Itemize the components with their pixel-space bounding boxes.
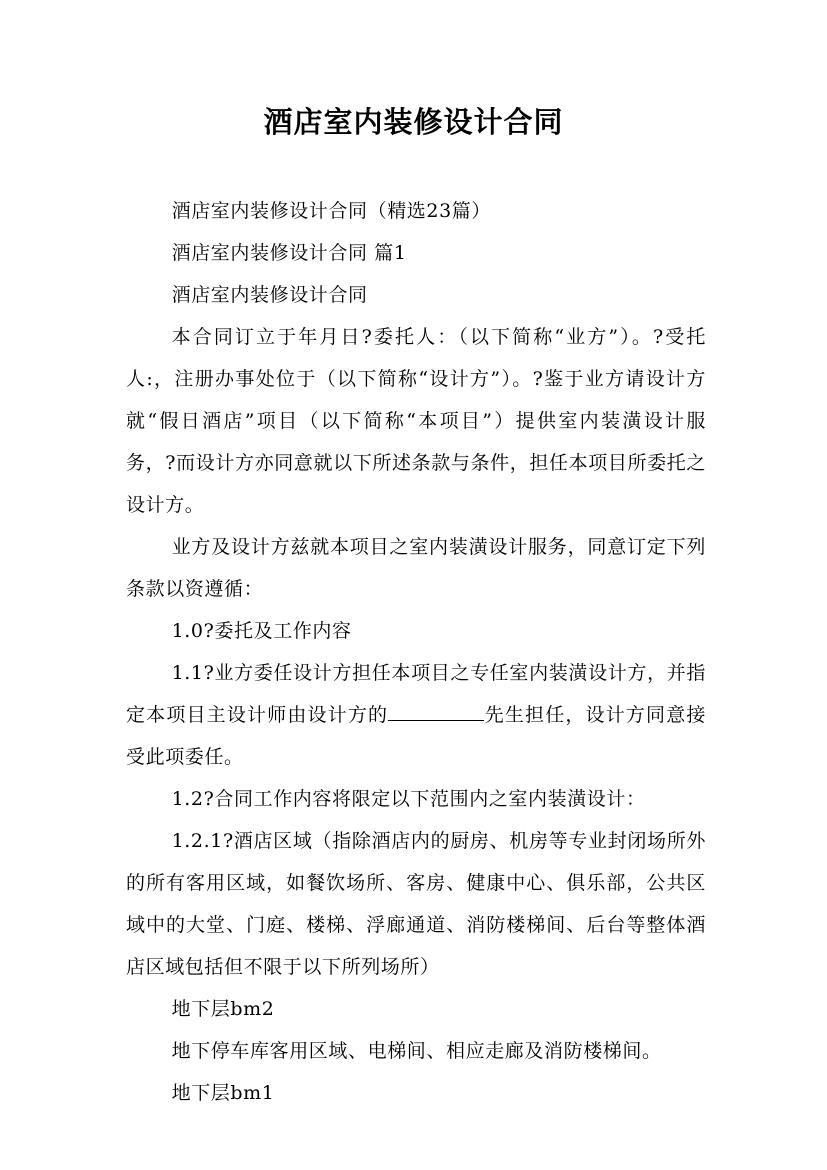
paragraph-clause-1-2: 1.2?合同工作内容将限定以下范围内之室内装潢设计： (171, 788, 646, 810)
paragraph-basement-bm1: 地下层bm1 (171, 1082, 275, 1104)
paragraph-contract-name: 酒店室内装修设计合同 (171, 284, 368, 306)
document-body (126, 190, 706, 1114)
paragraph-preamble: 本合同订立于年月日?委托人：（以下简称“业方”）。?受托人:，注册办事处位于（以下简称“设计方”）。?鉴于业方请设计方就“假日酒店”项目（以下简称“本项目”）提供室内装潢设计服务，?而设计方亦同意就以下所述条款与条件，担任本项目所委托之设计方。 (126, 326, 706, 516)
clause-1-1-text-before: 1.1?业方委任设计方担任本项目之专任室内装潢设计方，并指定本项目主设计师由设计方的 (126, 662, 706, 726)
paragraph-section-heading: 酒店室内装修设计合同 篇1 (171, 242, 407, 264)
paragraph-subtitle: 酒店室内装修设计合同（精选23篇） (171, 200, 491, 222)
document-title: 酒店室内装修设计合同 (263, 105, 564, 139)
clause-1-1-text-after: 先生担任，设计方同意接受此项委任。 (126, 704, 706, 768)
paragraph-basement-bm2: 地下层bm2 (171, 998, 275, 1020)
paragraph-clause-1-1 (126, 652, 706, 778)
paragraph-agreement: 业方及设计方兹就本项目之室内装潢设计服务，同意订定下列条款以资遵循： (126, 536, 706, 600)
paragraph-clause-1-0: 1.0?委托及工作内容 (171, 620, 352, 642)
paragraph-basement-parking: 地下停车库客用区域、电梯间、相应走廊及消防楼梯间。 (171, 1040, 662, 1062)
designer-name-blank (388, 700, 484, 721)
paragraph-clause-1-2-1: 1.2.1?酒店区域（指除酒店内的厨房、机房等专业封闭场所外的所有客用区域，如餐饮场所、客房、健康中心、俱乐部，公共区域中的大堂、门庭、楼梯、浮廊通道、消防楼梯间、后台等整体酒店区域包括但不限于以下所列场所） (126, 830, 706, 978)
